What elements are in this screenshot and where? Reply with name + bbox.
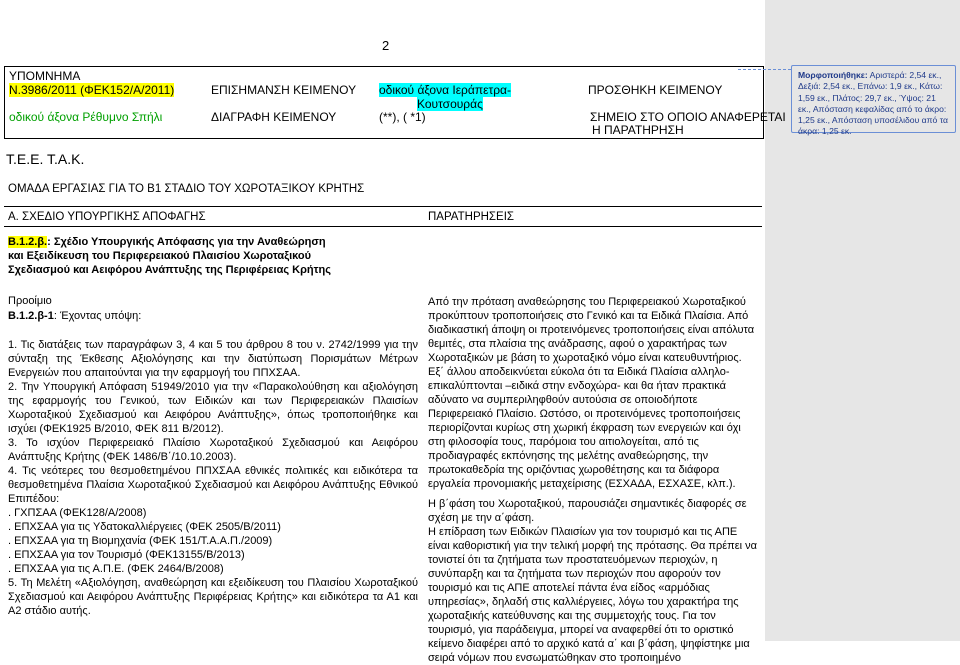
comment-line-1: Αριστερά: 2,54 εκ., <box>869 70 942 80</box>
comment-connector <box>738 69 791 70</box>
section-title-2: και Εξειδίκευση του Περιφερειακού Πλαισίου Χωροταξικού <box>8 250 312 262</box>
list-item: 2. Την Υπουργική Απόφαση 51949/2010 για την «Παρακολούθηση και αξιολόγηση της εφαρμογής του Γενικού, των Ειδικών και των Περιφερειακών Πλαισίων Χωροταξικού Σχεδιασμού και Αειφόρου Ανάπτυξης», όπως τροποποιήθηκε και ισχύει (ΦΕΚ1925 Β/2010, ΦΕΚ 811 Β/2012). <box>8 381 418 435</box>
list-item: . ΕΠΧΣΑΑ για τις Υδατοκαλλιέργειες (ΦΕΚ 2505/Β/2011) <box>8 521 281 533</box>
preamble-label: Προοίμιο <box>8 295 52 307</box>
legend-point-label-2: Η ΠΑΡΑΤΗΡΗΣΗ <box>592 123 684 137</box>
section-title-1: : Σχέδιο Υπουργικής Απόφασης για την Αναθεώρηση <box>47 236 326 248</box>
legend-delete-label: ΔΙΑΓΡΑΦΗ ΚΕΙΜΕΝΟΥ <box>211 110 337 124</box>
remark-paragraph: Η επίδραση των Ειδικών Πλαισίων για τον τουρισμό και τις ΑΠΕ είναι καθοριστική για την τελική μορφή της πρότασης. Θα πρέπει να τονιστεί ότι τα ζητήματα των προστατευόμενων περιοχών, η συνύπαρξη και τα ζητήματα των περιοχών που αφορούν τον τουρισμό και τις ΑΠΕ αποτελεί πάντα ένα είδος «αρμόδιας υπηρεσίας», δηλαδή στις καλλιέργειες, λόγω του χαρακτήρα της χωροταξικής κατεύθυνσης και της συμμετοχής τους. Για τον τουρισμό, για παράδειγμα, μπορεί να αναφερθεί ότι το οριστικό κείμενο διαφέρει από το αρχικό κατά α΄ και β΄φάση, ψηφίστηκε μια σειρά νόμων που ενσωματώθηκαν στο τροποιημένο <box>428 526 757 664</box>
remark-paragraph: Η β΄φάση του Χωροταξικού, παρουσιάζει σημαντικές διαφορές σε σχέση με την α΄φάση. <box>428 498 747 524</box>
list-item: . ΓΧΠΣΑΑ (ΦΕΚ128/Α/2008) <box>8 507 147 519</box>
format-comment[interactable] <box>791 65 956 137</box>
remark-paragraph: Από την πρόταση αναθεώρησης του Περιφερειακού Χωροταξικού προκύπτουν τροποποιήσεις στο Γενικό και τα Ειδικά Πλαίσια. Από διαδικαστική άποψη οι προτεινόμενες τροποποιήσεις είναι απόλυτα θεμιτές, στα πλαίσια της ανάδρασης, αφού ο χαρακτήρας των Χωροταξικών με βάση το χωροταξικό νόμο είναι κατευθυντήριος. Εξ΄ άλλου αποδεικνύεται εύκολα ότι τα Ειδικά Πλαίσια αλληλο-επικαλύπτονται –ειδικά στην ενδοχώρα- και θα ήταν πρακτικά αδύνατο να συμπεριληφθούν αυτούσια σε οποιοδήποτε Περιφερειακό Πλαίσιο. Ωστόσο, οι προτεινόμενες τροποποιήσεις περιορίζονται κυρίως στη χωρική έκφραση των ενεργειών και όχι στη φιλοσοφία τους, παρόμοια του αιτιολογείται, από τις προδιαγραφές εκπόνησης της μελέτης αναθεώρησης, την πρωτοκαθεδρία της οριζόντιας χωροθέτησης και τα διάφορα εργαλεία προνομιακής μεταχείρισης (ΕΣΧΑΔΑ, ΕΣΧΑΣΕ, κλπ.). <box>428 296 755 490</box>
table-header-rule <box>4 226 762 227</box>
page-number: 2 <box>382 38 390 53</box>
list-item: 5. Τη Μελέτη «Αξιολόγηση, αναθεώρηση και εξειδίκευση του Πλαισίου Χωροταξικού Σχεδιασμού και Αειφόρου Ανάπτυξης Περιφέρειας Κρήτης» και ειδικότερα τα Α1 και Α2 στάδιο αυτής. <box>8 577 418 617</box>
group-title: ΟΜΑΔΑ ΕΡΓΑΣΙΑΣ ΓΙΑ ΤΟ Β1 ΣΤΑΔΙΟ ΤΟΥ ΧΩΡΟΤΑΞΙΚΟΥ ΚΡΗΤΗΣ <box>8 183 365 195</box>
col-right-header: ΠΑΡΑΤΗΡΗΣΕΙΣ <box>428 211 514 223</box>
list-item: 1. Τις διατάξεις των παραγράφων 3, 4 και 5 του άρθρου 8 του ν. 2742/1999 για την σύνταξη της Έκθεσης Αξιολόγησης και την διατύπωση Πορισμάτων Μέτρων Ενεργειών που απαιτούνται για την εφαρμογή του ΠΠΧΣΑΑ. <box>8 339 418 379</box>
legend-insert-label: ΠΡΟΣΘΗΚΗ ΚΕΙΜΕΝΟΥ <box>588 83 723 97</box>
comment-line-3: 1,59 εκ., Πλάτος: 29,7 εκ., Ύψος: 21 <box>798 92 936 103</box>
comment-line-6: άκρα: 1,25 εκ. <box>798 126 852 137</box>
legend-moved-text-2: Κουτσουράς <box>417 97 483 111</box>
list-item: . ΕΠΧΣΑΑ για τη Βιομηχανία (ΦΕΚ 151/Τ.Α.Α.Π./2009) <box>8 535 273 547</box>
legend-moved-from: οδικού άξονα Ρέθυμνο Σπήλι <box>9 110 163 124</box>
comment-line-5: 1,25 εκ., Απόσταση υποσέλιδου από τα <box>798 115 948 126</box>
legend-moved-text-1: οδικού άξονα Ιεράπετρα- <box>379 83 511 97</box>
legend-point-label-1: ΣΗΜΕΙΟ ΣΤΟ ΟΠΟΙΟ ΑΝΑΦΕΡΕΤΑΙ <box>590 110 786 124</box>
remarks-column <box>428 295 758 665</box>
list-item: . ΕΠΧΣΑΑ για τον Τουρισμό (ΦΕΚ13155/Β/2013) <box>8 549 245 561</box>
considerations-list <box>8 338 418 618</box>
considering-code: Β.1.2.β-1 <box>8 310 54 322</box>
col-left-header: Α. ΣΧΕΔΙΟ ΥΠΟΥΡΓΙΚΗΣ ΑΠΟΦΑΓΗΣ <box>8 211 206 223</box>
legend-title: ΥΠΟΜΝΗΜΑ <box>9 69 81 83</box>
considering-line <box>8 309 418 323</box>
comment-line-2: Δεξιά: 2,54 εκ., Επάνω: 1,9 εκ., Κάτω: <box>798 81 943 92</box>
section-title <box>8 235 418 277</box>
comment-line-4: εκ., Απόσταση κεφαλίδας από το άκρο: <box>798 103 947 114</box>
org-title: Τ.Ε.Ε. Τ.Α.Κ. <box>6 151 85 167</box>
section-code: Β.1.2.β. <box>8 236 48 248</box>
considering-text: : Έχοντας υπόψη: <box>53 310 142 322</box>
legend-law-ref: Ν.3986/2011 (ΦΕΚ152/Α/2011) <box>9 83 175 97</box>
legend-note-marks: (**), ( *1) <box>379 110 426 124</box>
list-item: 4. Τις νεότερες του θεσμοθετημένου ΠΠΧΣΑΑ εθνικές πολιτικές και ειδικότερα τα θεσμοθετημένα Πλαίσια Χωροταξικού Σχεδιασμού και Αειφόρου Ανάπτυξης Εθνικού Επιπέδου: <box>8 465 418 505</box>
list-item: 3. Το ισχύον Περιφερειακό Πλαίσιο Χωροταξικού Σχεδιασμού και Αειφόρου Ανάπτυξης Κρήτης (ΦΕΚ 1486/Β΄/10.10.2003). <box>8 437 418 463</box>
comment-label: Μορφοποιήθηκε: <box>798 70 868 80</box>
section-title-3: Σχεδιασμού και Αειφόρου Ανάπτυξης της Περιφέρειας Κρήτης <box>8 264 331 276</box>
legend-highlight-label: ΕΠΙΣΗΜΑΝΣΗ ΚΕΙΜΕΝΟΥ <box>211 83 357 97</box>
list-item: . ΕΠΧΣΑΑ για τις Α.Π.Ε. (ΦΕΚ 2464/Β/2008) <box>8 563 224 575</box>
table-top-rule <box>4 206 762 207</box>
legend-box <box>4 66 786 139</box>
